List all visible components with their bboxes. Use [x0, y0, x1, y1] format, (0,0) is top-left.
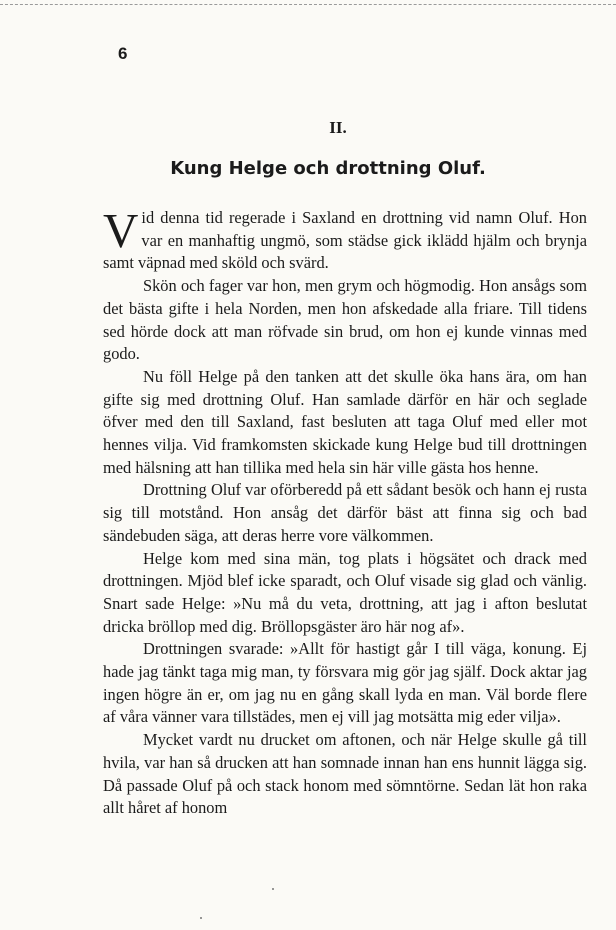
scan-speck — [200, 917, 202, 919]
drop-cap: V — [103, 203, 139, 258]
paragraph-7: Mycket vardt nu drucket om aftonen, och när Helge skulle gå till hvila, var han så drucken att han somnade innan han ens hunnit lägga sig. Då passade Oluf på och stack honom med sömntörne. Sedan lät hon raka allt håret af honom — [103, 730, 587, 818]
paragraph-3: Nu föll Helge på den tanken att det skulle öka hans ära, om han gifte sig med drottning Oluf. Han samlade därför en här och seglade öfver med den till Saxland, fast besluten att taga Oluf med eller mot hennes vilja. Vid framkomsten skickade kung Helge bud till drottningen med hälsning att han tillika med hela sin här ville gästa hos henne. — [103, 366, 587, 477]
body-text — [103, 203, 587, 820]
paragraph-text: id denna tid regerade i Saxland en drottning vid namn Oluf. Hon var en manhaftig ungmö, som städse gick iklädd hjälm och brynja samt väpnad med sköld och svärd. — [103, 208, 587, 273]
chapter-number: II. — [329, 118, 347, 137]
scan-speck — [272, 888, 274, 890]
top-edge-rule — [0, 4, 616, 6]
chapter-title: Kung Helge och drottning Oluf. — [170, 158, 486, 179]
paragraph-2: Skön och fager var hon, men grym och högmodig. Hon ansågs som det bästa gifte i hela Norden, men hon afskedade alla friare. Till tidens sed hörde dock att man röfvade sin brud, om hon ej kunde vinnas med godo. — [103, 276, 587, 364]
page-number: 6 — [118, 44, 128, 63]
paragraph-5: Helge kom med sina män, tog plats i högsätet och drack med drottningen. Mjöd blef icke sparadt, och Oluf visade sig glad och vänlig. Snart sade Helge: »Nu må du veta, drottning, att jag i afton beslutat dricka bröllop med dig. Bröllopsgäster äro här nog af». — [103, 548, 587, 636]
paragraph-4: Drottning Oluf var oförberedd på ett sådant besök och hann ej rusta sig till motstånd. Hon ansåg det därför bäst att finna sig och bad sändebuden säga, att deras herre vore välkommen. — [103, 480, 587, 545]
paragraph-1 — [103, 203, 587, 275]
paragraph-6: Drottningen svarade: »Allt för hastigt går I till väga, konung. Ej hade jag tänkt taga mig man, ty försvara mig gör jag själf. Dock aktar jag ingen högre än er, om jag nu en gång skall lyda en man. Väl borde flere af våra vänner vara tillstädes, men ej vill jag motsätta mig eder vilja». — [103, 639, 587, 727]
